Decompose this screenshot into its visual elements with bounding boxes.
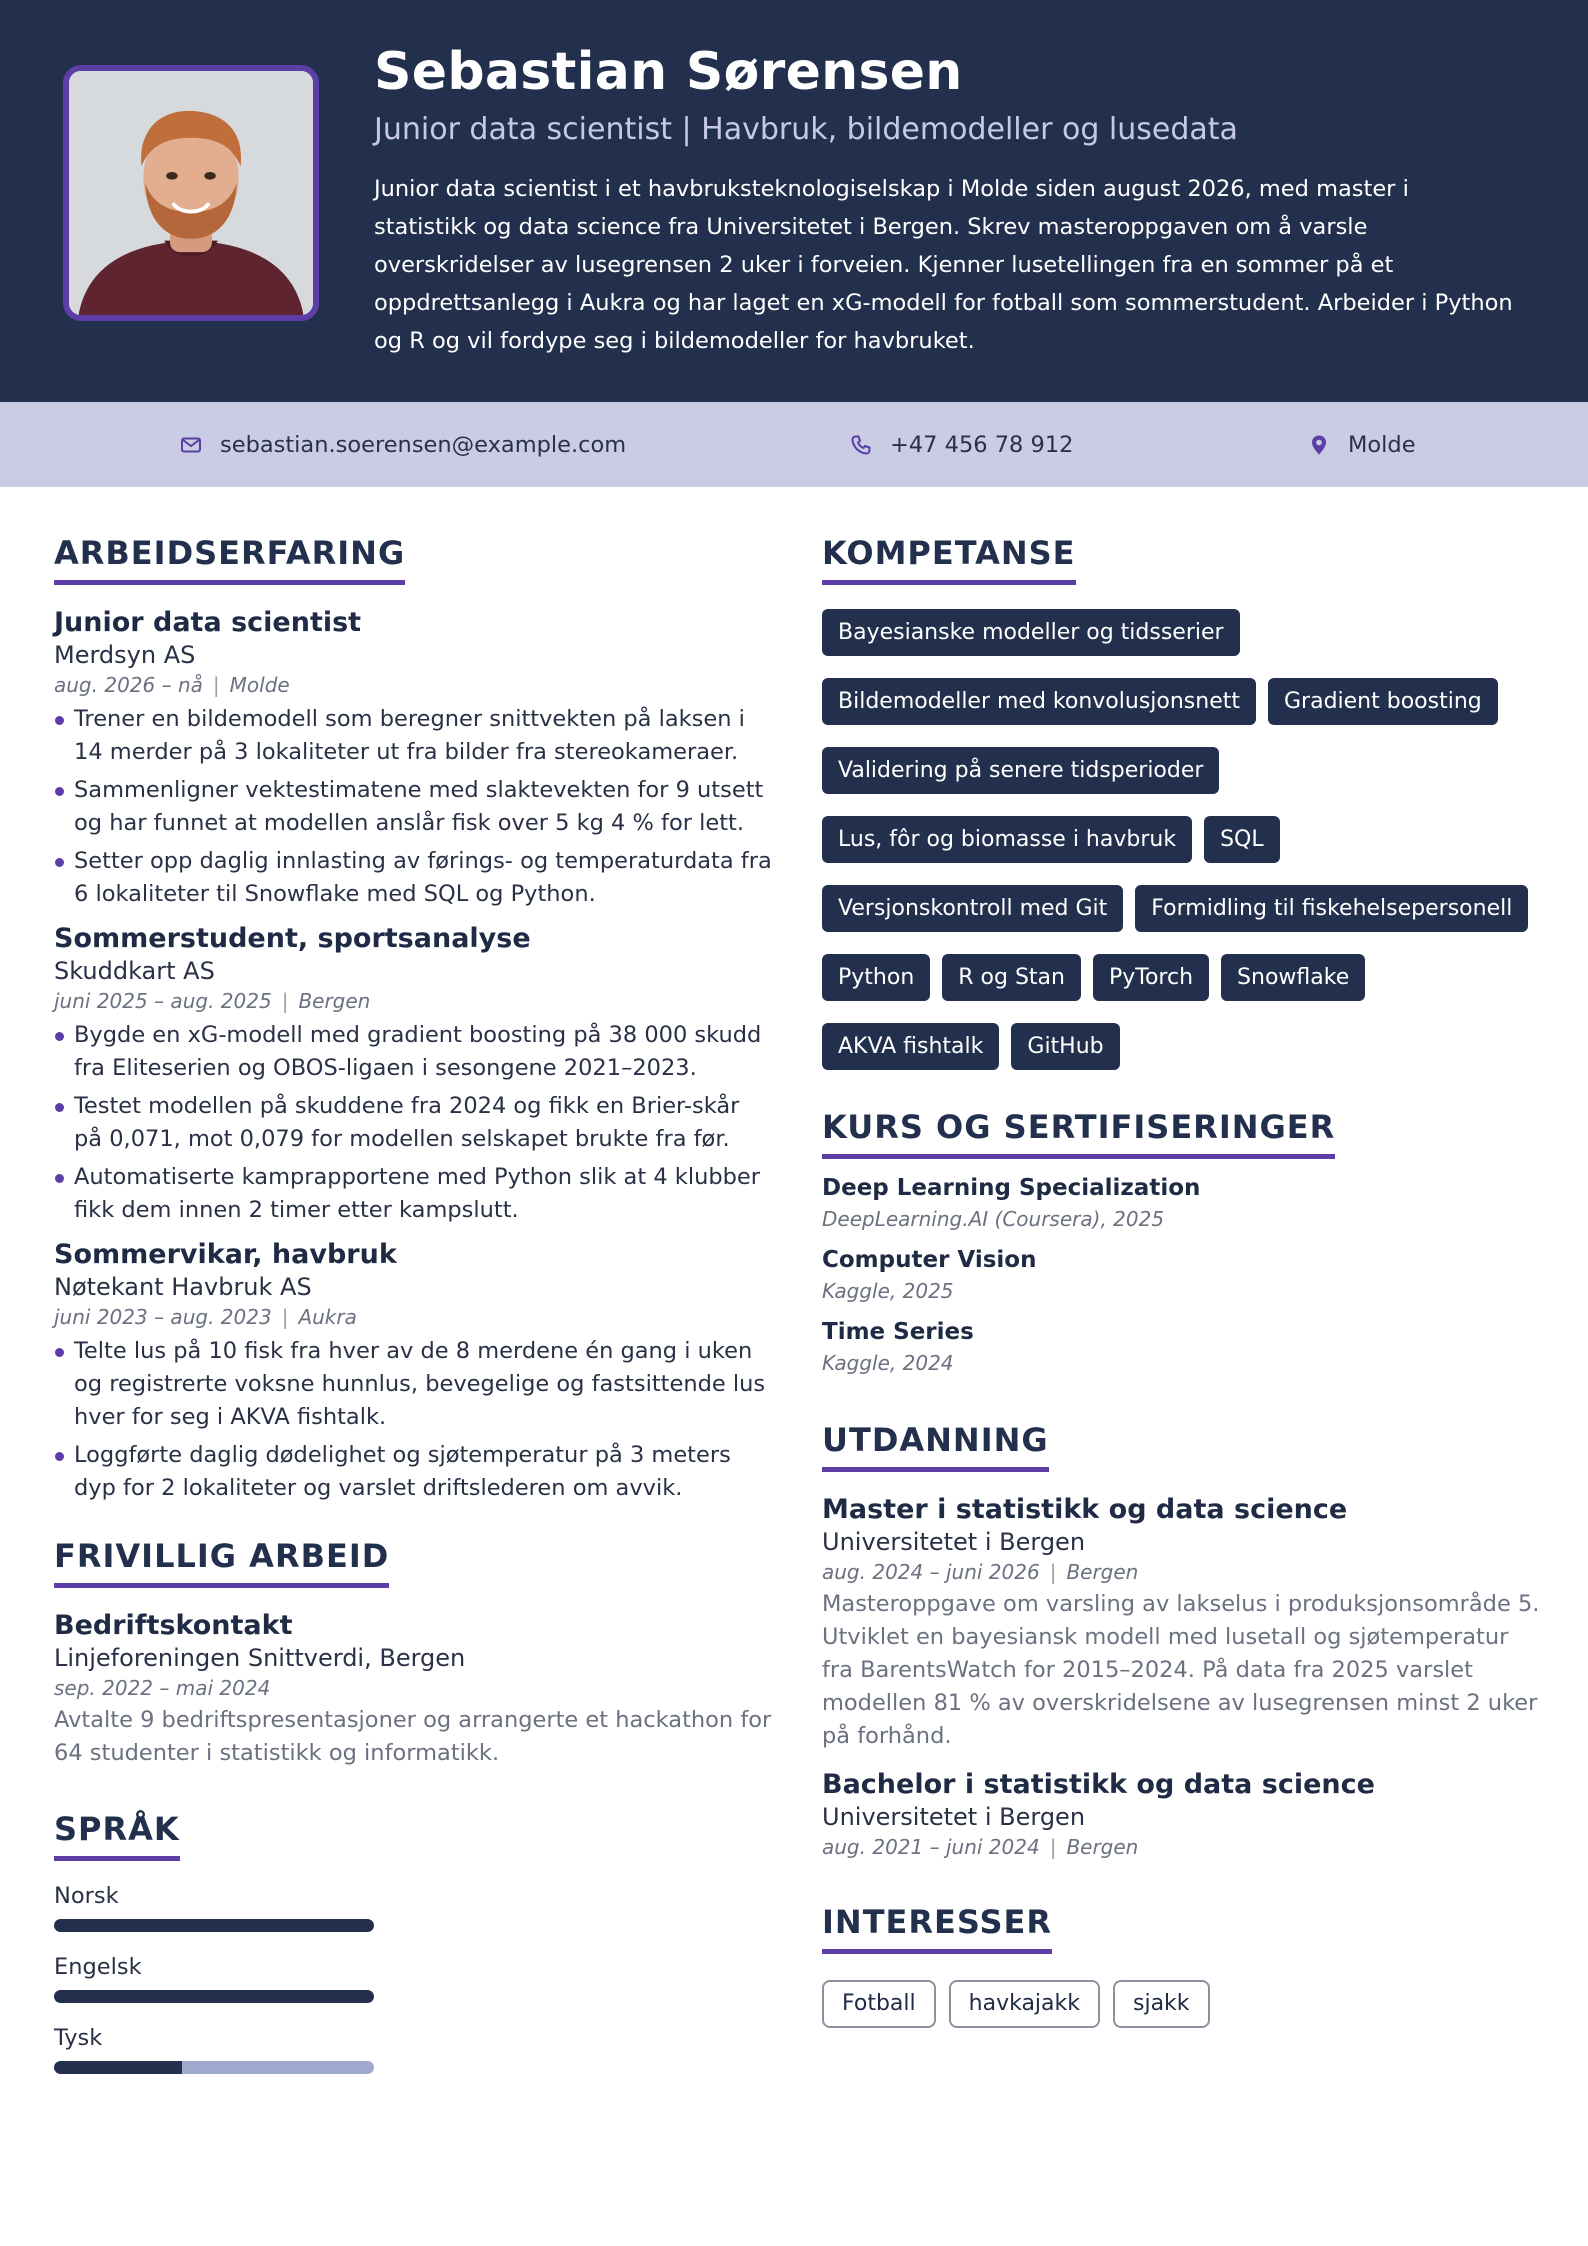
courses-section — [822, 1108, 1542, 1375]
job-bullet: Loggførte daglig dødelighet og sjøtemperatur på 3 meters dyp for 2 lokaliteter og varslet driftslederen om avvik. — [54, 1439, 774, 1505]
job-title: Sommervikar, havbruk — [54, 1239, 397, 1270]
skill-chip: Validering på senere tidsperioder — [822, 747, 1219, 794]
job-bullet: Setter opp daglig innlasting av førings- og temperaturdata fra 6 lokaliteter til Snowflake med SQL og Python. — [54, 845, 774, 911]
job-bullet: Testet modellen på skuddene fra 2024 og fikk en Brier-skår på 0,071, mot 0,079 for modellen selskapet brukte fra før. — [54, 1090, 774, 1156]
interests-section — [822, 1903, 1542, 2028]
job-location: Aukra — [298, 1305, 357, 1329]
language-name: Norsk — [54, 1883, 119, 1909]
skill-list — [822, 609, 1542, 1070]
skill-chip: Bayesianske modeller og tidsserier — [822, 609, 1240, 656]
skill-chip: Python — [822, 954, 930, 1001]
skill-chip: AKVA fishtalk — [822, 1023, 999, 1070]
contact-bar — [0, 402, 1588, 487]
job-location: Molde — [229, 673, 290, 697]
mail-icon — [176, 430, 206, 460]
job-bullet: Bygde en xG-modell med gradient boosting på 38 000 skudd fra Eliteserien og OBOS-ligaen i sesongene 2021–2023. — [54, 1019, 774, 1085]
job-meta: aug. 2026 – nå | Molde — [54, 673, 290, 697]
skill-chip: Lus, fôr og biomasse i havbruk — [822, 816, 1192, 863]
contact-email[interactable] — [176, 402, 626, 487]
job-bullets — [54, 1019, 774, 1227]
contact-phone[interactable] — [846, 402, 1073, 487]
course-name: Computer Vision — [822, 1247, 1037, 1273]
candidate-headline: Junior data scientist | Havbruk, bildemodeller og lusedata — [374, 112, 1238, 147]
job-bullets — [54, 1335, 774, 1505]
experience-section — [54, 534, 774, 1505]
language-level-fill — [54, 1990, 374, 2003]
job-period: juni 2025 – aug. 2025 — [54, 989, 272, 1013]
course-item — [822, 1175, 1542, 1231]
job-entry — [54, 923, 774, 1227]
contact-phone-text: +47 456 78 912 — [890, 431, 1074, 458]
section-title-skills: KOMPETANSE — [822, 534, 1076, 585]
job-entry — [54, 1239, 774, 1505]
education-location: Bergen — [1066, 1560, 1139, 1584]
education-location: Bergen — [1066, 1835, 1139, 1859]
volunteer-org: Linjeforeningen Snittverdi, Bergen — [54, 1644, 466, 1672]
skill-chip: R og Stan — [942, 954, 1081, 1001]
job-company: Merdsyn AS — [54, 641, 196, 669]
job-bullet: Trener en bildemodell som beregner snittvekten på laksen i 14 merder på 3 lokaliteter ut fra bilder fra stereokameraer. — [54, 703, 774, 769]
volunteer-entry — [54, 1610, 774, 1770]
contact-email-text: sebastian.soerensen@example.com — [220, 431, 627, 458]
map-pin-icon — [1304, 430, 1334, 460]
education-entry — [822, 1494, 1542, 1753]
skill-chip: Formidling til fiskehelsepersonell — [1135, 885, 1528, 932]
profile-summary: Junior data scientist i et havbruksteknologiselskap i Molde siden august 2026, med master i statistikk og data science fra Universitetet i Bergen. Skrev masteroppgaven om å varsle overskridelser av lusegrensen 2 uker i forveien. Kjenner lusetellingen fra en sommer på et oppdrettsanlegg i Aukra og har laget en xG-modell for fotball som sommerstudent. Arbeider i Python og R og vil fordype seg i bildemodeller for havbruket. — [374, 176, 1513, 354]
language-item — [54, 1883, 774, 1932]
language-item — [54, 2025, 774, 2074]
right-column — [822, 487, 1542, 2028]
language-level-fill — [54, 1919, 374, 1932]
skill-chip: Bildemodeller med konvolusjonsnett — [822, 678, 1256, 725]
education-degree: Bachelor i statistikk og data science — [822, 1769, 1375, 1800]
job-location: Bergen — [298, 989, 371, 1013]
skill-chip: GitHub — [1011, 1023, 1119, 1070]
interest-tag: havkajakk — [949, 1980, 1100, 2028]
education-period: aug. 2024 – juni 2026 — [822, 1560, 1040, 1584]
course-issuer: DeepLearning.AI (Coursera), 2025 — [822, 1207, 1165, 1231]
course-name: Deep Learning Specialization — [822, 1175, 1201, 1201]
job-company: Nøtekant Havbruk AS — [54, 1273, 312, 1301]
job-company: Skuddkart AS — [54, 957, 215, 985]
contact-location — [1304, 402, 1416, 487]
course-item — [822, 1247, 1542, 1303]
education-meta: aug. 2021 – juni 2024 | Bergen — [822, 1835, 1139, 1859]
education-entry — [822, 1769, 1542, 1859]
skill-chip: PyTorch — [1093, 954, 1209, 1001]
phone-icon — [846, 430, 876, 460]
education-section — [822, 1421, 1542, 1859]
language-level-bar — [54, 2061, 374, 2074]
volunteer-role: Bedriftskontakt — [54, 1610, 293, 1641]
job-period: aug. 2026 – nå — [54, 673, 203, 697]
job-bullet: Telte lus på 10 fisk fra hver av de 8 merdene én gang i uken og registrerte voksne hunnlus, bevegelige og fastsittende lus hver for seg i AKVA fishtalk. — [54, 1335, 774, 1434]
volunteer-period: sep. 2022 – mai 2024 — [54, 1676, 271, 1700]
education-meta: aug. 2024 – juni 2026 | Bergen — [822, 1560, 1139, 1584]
skill-chip: Snowflake — [1221, 954, 1365, 1001]
volunteer-section — [54, 1537, 774, 1770]
education-school: Universitetet i Bergen — [822, 1528, 1086, 1556]
language-item — [54, 1954, 774, 2003]
education-degree: Master i statistikk og data science — [822, 1494, 1348, 1525]
candidate-name: Sebastian Sørensen — [374, 42, 963, 102]
job-entry — [54, 607, 774, 911]
course-name: Time Series — [822, 1319, 974, 1345]
job-meta: juni 2023 – aug. 2023 | Aukra — [54, 1305, 357, 1329]
education-school: Universitetet i Bergen — [822, 1803, 1086, 1831]
section-title-languages: SPRÅK — [54, 1810, 180, 1861]
section-title-volunteer: FRIVILLIG ARBEID — [54, 1537, 389, 1588]
language-level-bar — [54, 1990, 374, 2003]
interest-tag: Fotball — [822, 1980, 936, 2028]
section-title-experience: ARBEIDSERFARING — [54, 534, 405, 585]
skill-chip: Gradient boosting — [1268, 678, 1498, 725]
job-meta: juni 2025 – aug. 2025 | Bergen — [54, 989, 371, 1013]
job-title: Junior data scientist — [54, 607, 362, 638]
job-bullets — [54, 703, 774, 911]
skills-section — [822, 534, 1542, 1070]
volunteer-description: Avtalte 9 bedriftspresentasjoner og arrangerte et hackathon for 64 studenter i statistikk og informatikk. — [54, 1707, 772, 1766]
interest-tag: sjakk — [1113, 1980, 1210, 2028]
section-title-education: UTDANNING — [822, 1421, 1049, 1472]
profile-photo-illustration — [69, 71, 313, 315]
profile-photo — [63, 65, 319, 321]
language-list — [54, 1883, 774, 2074]
section-title-interests: INTERESSER — [822, 1903, 1052, 1954]
language-level-fill — [54, 2061, 182, 2074]
language-name: Engelsk — [54, 1954, 142, 1980]
course-item — [822, 1319, 1542, 1375]
education-description: Masteroppgave om varsling av lakselus i produksjonsområde 5. Utviklet en bayesiansk modell med lusetall og sjøtemperatur fra BarentsWatch for 2015–2024. På data fra 2025 varslet modellen 81 % av overskridelsene av lusegrensen minst 2 uker på forhånd. — [822, 1591, 1540, 1749]
job-bullet: Sammenligner vektestimatene med slaktevekten for 9 utsett og har funnet at modellen anslår fisk over 5 kg 4 % for lett. — [54, 774, 774, 840]
course-issuer: Kaggle, 2024 — [822, 1351, 954, 1375]
job-title: Sommerstudent, sportsanalyse — [54, 923, 531, 954]
education-period: aug. 2021 – juni 2024 — [822, 1835, 1040, 1859]
job-period: juni 2023 – aug. 2023 — [54, 1305, 272, 1329]
interest-list — [822, 1980, 1542, 2028]
languages-section — [54, 1810, 774, 2074]
skill-chip: SQL — [1204, 816, 1280, 863]
left-column — [54, 487, 774, 2074]
language-name: Tysk — [54, 2025, 103, 2051]
job-bullet: Automatiserte kamprapportene med Python slik at 4 klubber fikk dem innen 2 timer etter kampslutt. — [54, 1161, 774, 1227]
section-title-courses: KURS OG SERTIFISERINGER — [822, 1108, 1335, 1159]
contact-location-text: Molde — [1348, 431, 1416, 458]
skill-chip: Versjonskontroll med Git — [822, 885, 1123, 932]
course-issuer: Kaggle, 2025 — [822, 1279, 954, 1303]
language-level-bar — [54, 1919, 374, 1932]
header — [0, 0, 1588, 402]
course-list — [822, 1175, 1542, 1375]
